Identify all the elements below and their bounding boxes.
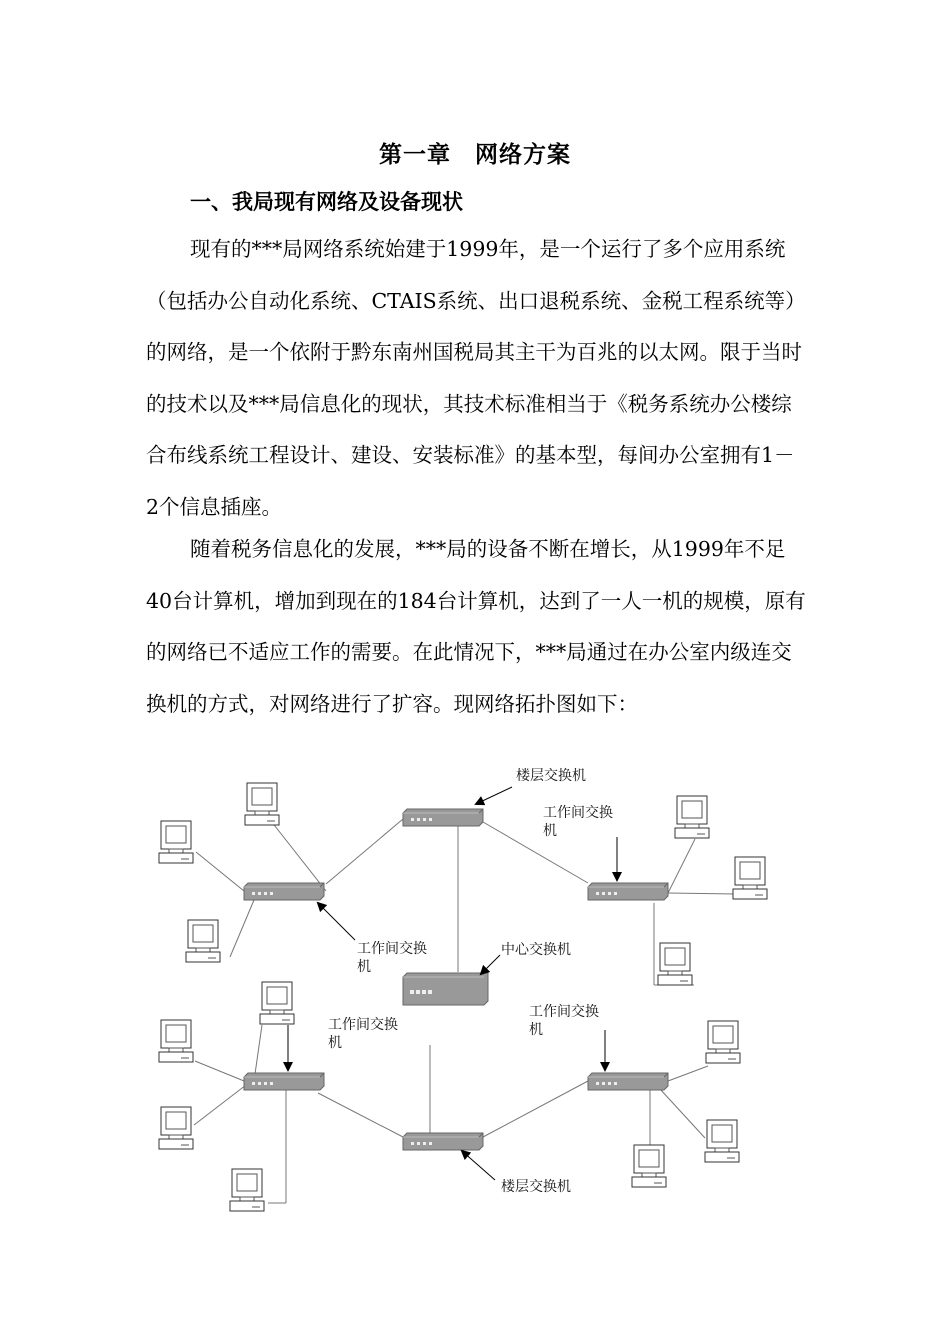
chapter-title: 第一章 网络方案 (379, 141, 571, 168)
label-workroom-switch-left-top-line1: 工作间交换 (357, 941, 427, 957)
network-topology-diagram (150, 755, 800, 1225)
computer-icon (632, 1145, 666, 1187)
label-workroom-switch-right-bottom-line2: 机 (529, 1022, 543, 1038)
computer-icon (260, 982, 294, 1024)
label-workroom-switch-left-top-line2: 机 (357, 959, 371, 975)
label-floor-switch-bottom: 楼层交换机 (501, 1179, 571, 1195)
label-floor-switch-top: 楼层交换机 (516, 768, 586, 784)
label-workroom-switch-right-bottom-line1: 工作间交换 (529, 1004, 599, 1020)
section-heading: 一、我局现有网络及设备现状 (190, 189, 463, 214)
workroom-switch-left-top (244, 883, 324, 900)
computer-icon (675, 796, 709, 838)
workroom-switch-left-bottom (244, 1073, 324, 1090)
floor-switch-top (403, 809, 483, 826)
label-core-switch: 中心交换机 (501, 942, 571, 958)
computer-icon (230, 1169, 264, 1211)
computer-icon (705, 1120, 739, 1162)
label-workroom-switch-right-top-line2: 机 (543, 823, 557, 839)
workroom-switch-right-bottom (588, 1073, 668, 1090)
computer-icon (159, 821, 193, 863)
computer-icon (159, 1020, 193, 1062)
computer-icon (733, 857, 767, 899)
label-workroom-switch-right-top-line1: 工作间交换 (543, 805, 613, 821)
label-workroom-switch-left-bottom-line2: 机 (328, 1035, 342, 1051)
core-switch (403, 973, 488, 1005)
computer-icon (186, 920, 220, 962)
paragraph-2: 随着税务信息化的发展，***局的设备不断在增长，从1999年不足40台计算机，增加到现在的184台计算机，达到了一人一机的规模，原有的网络已不适应工作的需要。在此情况下，***局通过在办公室内级连交换机的方式，对网络进行了扩容。现网络拓扑图如下： (146, 537, 806, 716)
computer-icon (706, 1021, 740, 1063)
computer-icon (245, 783, 279, 825)
computer-icon (658, 943, 692, 985)
workroom-switch-right-top (588, 883, 668, 900)
floor-switch-bottom (403, 1133, 483, 1150)
computer-icon (159, 1107, 193, 1149)
paragraph-1: 现有的***局网络系统始建于1999年，是一个运行了多个应用系统（包括办公自动化系统、CTAIS系统、出口退税系统、金税工程系统等）的网络，是一个依附于黔东南州国税局其主干为百兆的以太网。限于当时的技术以及***局信息化的现状，其技术标准相当于《税务系统办公楼综合布线系统工程设计、建设、安装标准》的基本型，每间办公室拥有1－2个信息插座。 (146, 237, 806, 519)
label-workroom-switch-left-bottom-line1: 工作间交换 (328, 1017, 398, 1033)
